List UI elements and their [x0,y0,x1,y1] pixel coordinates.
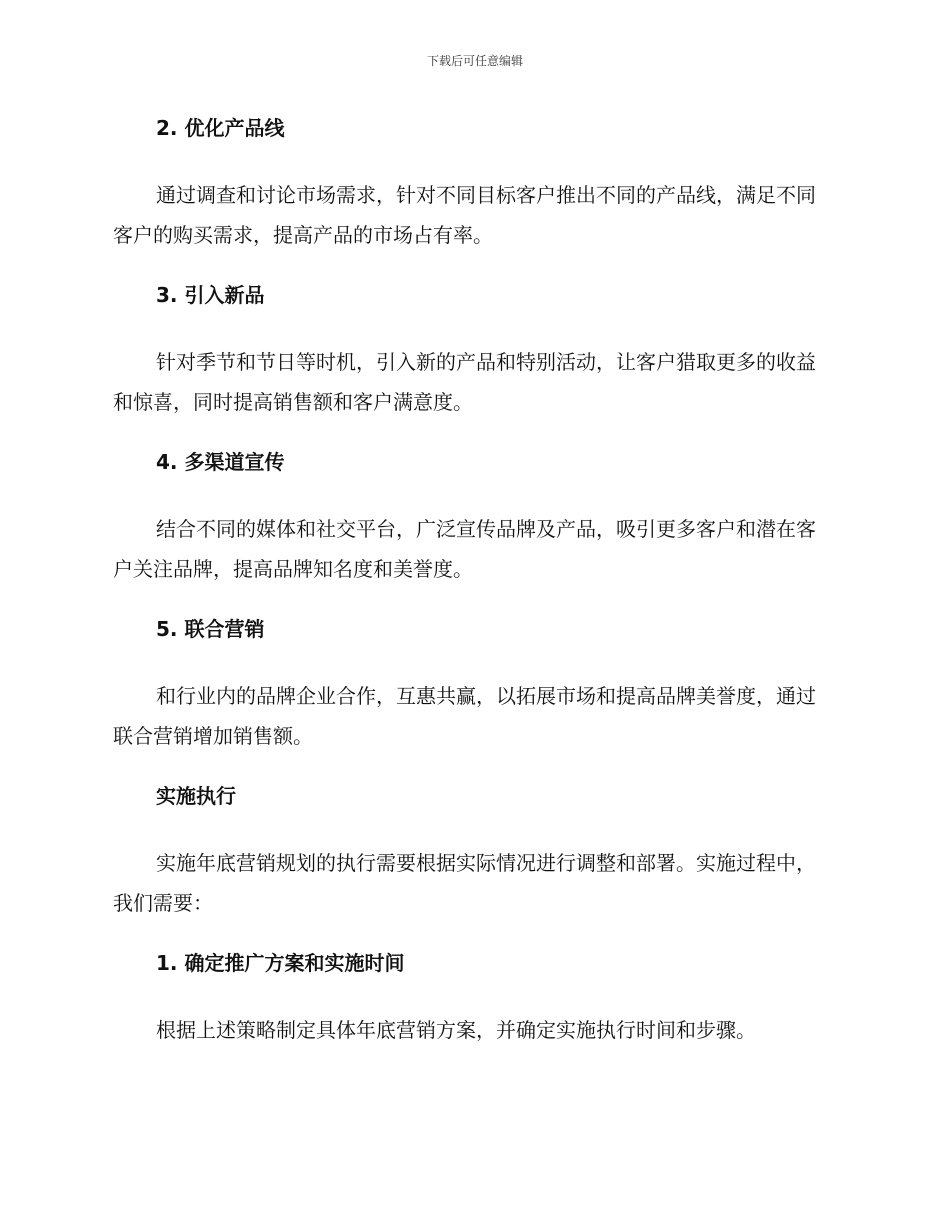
page-header: 下载后可任意编辑 [426,54,523,68]
section-paragraph: 和行业内的品牌企业合作，互惠共赢，以拓展市场和提高品牌美誉度，通过联合营销增加销售额。 [113,684,816,748]
document-body [113,113,833,1050]
section [113,280,833,447]
section-heading: 2. 优化产品线 [156,116,285,140]
section-paragraph: 通过调查和讨论市场需求，针对不同目标客户推出不同的产品线，满足不同客户的购买需求，提高产品的市场占有率。 [113,183,816,247]
section-heading: 实施执行 [156,784,236,808]
section-heading: 4. 多渠道宣传 [156,450,285,474]
section-paragraph: 结合不同的媒体和社交平台，广泛宣传品牌及产品，吸引更多客户和潜在客户关注品牌，提高品牌知名度和美誉度。 [113,517,816,581]
section-heading: 1. 确定推广方案和实施时间 [156,951,405,975]
section [113,113,833,280]
section-paragraph: 针对季节和节日等时机，引入新的产品和特别活动，让客户猎取更多的收益和惊喜，同时提高销售额和客户满意度。 [113,350,816,414]
section-paragraph: 根据上述策略制定具体年底营销方案，并确定实施执行时间和步骤。 [156,1018,756,1042]
section-paragraph: 实施年底营销规划的执行需要根据实际情况进行调整和部署。实施过程中，我们需要： [113,851,816,915]
section-heading: 5. 联合营销 [156,617,265,641]
section [113,948,833,1050]
section-heading: 3. 引入新品 [156,283,265,307]
section [113,781,833,948]
section [113,614,833,781]
section [113,447,833,614]
